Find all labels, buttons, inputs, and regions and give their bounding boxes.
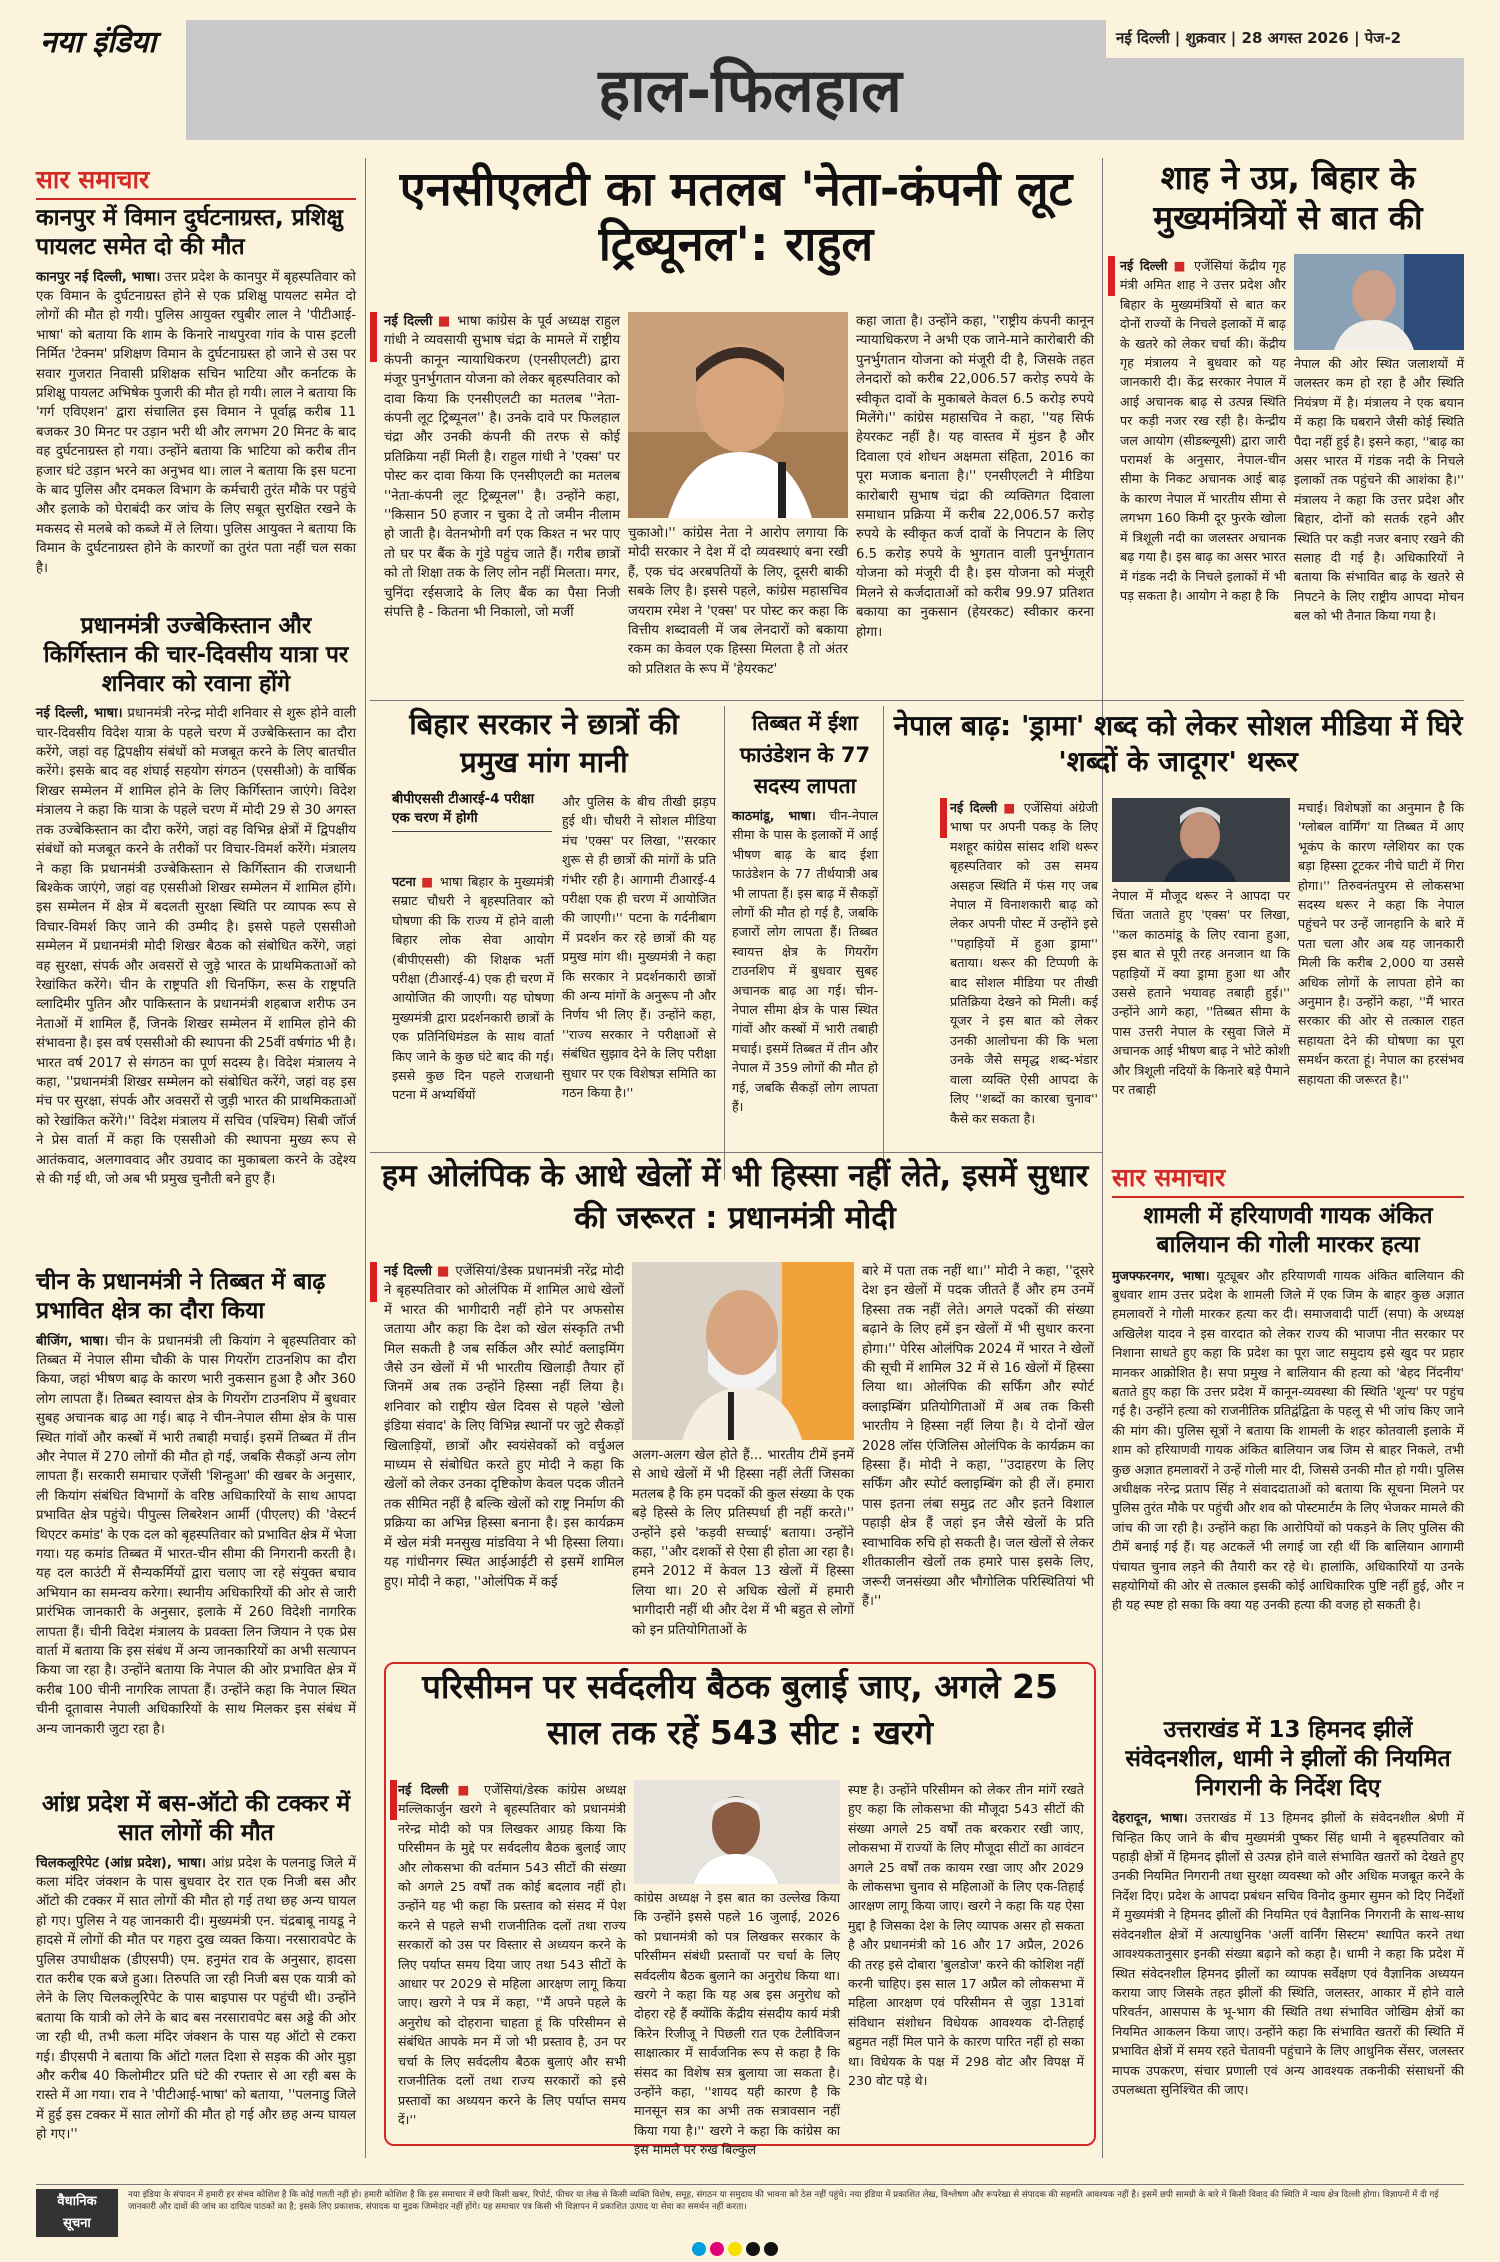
story-text: चीन के प्रधानमंत्री ली कियांग ने बृहस्पतिवार को तिब्बत में नेपाल सीमा चौकी के पास गियरोंग टाउनशिप का दौरा किया, जहां भीषण बाढ़ के कारण भारी नुकसान हुआ है और 360 लोग लापता हैं। तिब्बत स्वायत्त क्षेत्र के गियरोंग टाउनशिप में बुधवार सुबह अचानक बाढ़ आ गई। बाढ़ ने चीन-नेपाल सीमा क्षेत्र के पास स्थित गांवों और कस्बों में भारी तबाही मचाई। इसमें तिब्बत में तीन और नेपाल में 270 लोगों की मौत हो गई, जबकि सैकड़ों अन्य लोग लापता हैं। सरकारी समाचार एजेंसी 'शिन्हुआ' की खबर के अनुसार, ली कियांग संबंधित विभागों के वरिष्ठ अधिकारियों के साथ आपदा प्रभावित क्षेत्र पहुंचे। पीपुल्स लिबरेशन आर्मी (पीएलए) की 'वेस्टर्न थिएटर कमांड' के एक दल को बृहस्पतिवार को प्रभावित क्षेत्र में भेजा गया। यह कमांड तिब्बत में भारत-चीन सीमा की निगरानी करती है। यह दल काउंटी में सैन्यकर्मियों द्वारा चलाए जा रहे संयुक्त बचाव अभियान का समन्वय करेगा। स्थानीय अधिकारियों की ओर से जारी प्रारंभिक जानकारी के अनुसार, इलाके में 260 विदेशी नागरिक लापता हैं। चीनी विदेश मंत्रालय के प्रवक्ता लिन जियान ने एक प्रेस वार्ता में बताया कि इस संबंध में अन्य जानकारियों का अभी सत्यापन किया जा रहा है। उन्होंने बताया कि नेपाल की ओर प्रभावित क्षेत्र में करीब 100 चीनी नागरिक लापता हैं। उन्होंने कहा कि नेपाल स्थित चीनी दूतावास नेपाली अधिकारियों के साथ मिलकर इस संबंध में अन्य जानकारी जुटा रहा है। <box>36 1333 356 1737</box>
story-body: नई दिल्ली ■ एजेंसियां केंद्रीय गृह मंत्री अमित शाह ने उत्तर प्रदेश और बिहार के मुख्यमंत्रियों से बात कर दोनों राज्यों के निचले इलाकों में बाढ़ के खतरे को लेकर चर्चा की। केंद्रीय गृह मंत्रालय ने बुधवार को यह जानकारी दी। केंद्र सरकार नेपाल में आई अचानक बाढ़ से उत्पन्न स्थिति पर कड़ी नजर रख रही है। केन्द्रीय जल आयोग (सीडब्ल्यूसी) द्वारा जारी परामर्श के अनुसार, नेपाल-चीन सीमा के निकट अचानक आई बाढ़ के कारण नेपाल में भारतीय सीमा से लगभग 160 किमी दूर फुरके खोला में त्रिशूली नदी का जलस्तर अचानक बढ़ गया है। इस बाढ़ का असर भारत में गंडक नदी के निचले इलाकों में भी पड़ सकता है। आयोग ने कहा है कि <box>1120 258 1286 603</box>
story-dateline: नई दिल्ली <box>384 1264 432 1279</box>
story-headline: शामली में हरियाणवी गायक अंकित बालियान की गोली मारकर हत्या <box>1143 1203 1433 1258</box>
story-text: बिहार के मुख्यमंत्री सम्राट चौधरी ने बृहस्पतिवार को घोषणा की कि राज्य में होने वाली बिहार लोक सेवा आयोग (बीपीएससी) की शिक्षक भर्ती परीक्षा (टीआरई-4) एक ही चरण में आयोजित की जाएगी। यह घोषणा मुख्यमंत्री द्वारा प्रदर्शनकारी छात्रों के एक प्रतिनिधिमंडल के साथ वार्ता किए जाने के कुछ घंटे बाद की गई। इससे कुछ दिन पहले राजधानी पटना में अभ्यर्थियों <box>392 874 554 1103</box>
story-dateline: नई दिल्ली <box>950 800 998 815</box>
modi-photo <box>632 1262 854 1440</box>
lead-col-1 <box>384 312 620 694</box>
shah-col-2 <box>1294 354 1464 694</box>
olympic-col-1 <box>384 1262 624 1650</box>
story-kanpur <box>36 204 356 658</box>
story-source: एजेंसियां/डेस्क <box>484 1782 549 1797</box>
accent-bar <box>1108 256 1115 296</box>
story-body: नेपाल में मौजूद थरूर ने आपदा पर चिंता जताते हुए 'एक्स' पर लिखा, ''कल काठमांडू के लिए रवाना हुआ, इस बात से पूरी तरह अनजान था कि पहाड़ियों में क्या ड्रामा हुआ था और उससे हताने भयावह तबाही हुई।'' उन्होंने आगे कहा, ''तिब्बत सीमा के पास उत्तरी नेपाल के रसुवा जिले में अचानक आई भीषण बाढ़ ने भोटे कोशी और त्रिशूली नदियों के किनारे बड़े पैमाने पर तबाही <box>1112 888 1290 1098</box>
label-part-a: सार <box>1112 1163 1146 1192</box>
section-label <box>36 162 356 200</box>
story-china-pm <box>36 1268 356 1808</box>
tibet-body <box>732 806 878 1178</box>
story-text: केंद्रीय गृह मंत्री अमित शाह ने उत्तर प्रदेश और बिहार के मुख्यमंत्रियों से बात कर दोनों राज्यों के निचले इलाकों में बाढ़ के खतरे को लेकर चर्चा की। केंद्रीय गृह मंत्रालय ने बुधवार को यह जानकारी दी। केंद्र सरकार नेपाल में आई अचानक बाढ़ से उत्पन्न स्थिति पर कड़ी नजर रख रही है। केन्द्रीय जल आयोग (सीडब्ल्यूसी) द्वारा जारी परामर्श के अनुसार, नेपाल-चीन सीमा के निकट अचानक आई बाढ़ के कारण नेपाल में भारतीय सीमा से लगभग 160 किमी दूर फुरके खोला में त्रिशूली नदी का जलस्तर अचानक बढ़ गया है। इस बाढ़ का असर भारत में गंडक नदी के निचले इलाकों में भी पड़ सकता है। आयोग ने कहा है कि <box>1120 258 1286 603</box>
delimitation-col-2 <box>634 1888 840 2158</box>
delimitation-headline: परिसीमन पर सर्वदलीय बैठक बुलाई जाए, अगले 25 साल तक रहें 543 सीट : खरगे <box>422 1667 1058 1752</box>
story-dateline: नई दिल्ली <box>1120 258 1168 273</box>
nepal-headline: नेपाल बाढ़: 'ड्रामा' शब्द को लेकर सोशल मीडिया में घिरे 'शब्दों के जादूगर' थरूर <box>893 709 1463 779</box>
nepal-col-1 <box>950 798 1098 1178</box>
column-rule <box>1102 158 1103 1158</box>
label-part-b: समाचार <box>1154 1163 1226 1192</box>
masthead <box>36 18 1464 140</box>
olympic-headline: हम ओलंपिक के आधे खेलों में भी हिस्सा नहीं लेते, इसमें सुधार की जरूरत : प्रधानमंत्री मोदी <box>381 1158 1089 1236</box>
story-source: भाषा <box>439 874 463 889</box>
story-dateline: नई दिल्ली, भाषा। <box>36 706 123 722</box>
story-body: नई दिल्ली ■ भाषा कांग्रेस के पूर्व अध्यक्ष राहुल गांधी ने व्यवसायी सुभाष चंद्रा के मामले में राष्ट्रीय कंपनी कानून न्यायाधिकरण (एनसीएलटी) द्वारा मंजूर पुनर्भुगतान योजना को लेकर बृहस्पतिवार को दावा किया कि एनसीएलटी का मतलब ''नेता-कंपनी लूट ट्रिब्यूनल'' है। उनके दावे पर फिलहाल चंद्रा और उनकी कंपनी की तरफ से कोई प्रतिक्रिया नहीं मिली है। राहुल गांधी ने 'एक्स' पर पोस्ट कर दावा किया कि एनसीएलटी का मतलब ''नेता-कंपनी लूट ट्रिब्यूनल'' है। उन्होंने कहा, ''किसान 50 हजार न चुका दे तो जमीन नीलाम हो जाती है। वेतनभोगी वर्ग एक किश्त न भर पाए तो घर पर बैंक के गुंडे पहुंच जाते हैं। गरीब छात्रों को तो शिक्षा तक के लिए लोन नहीं मिलता। मगर, चुनिंदा रईसजादे के लिए बैंक का पैसा निजी संपत्ति है - कितना भी निकालो, जो मर्जी <box>384 314 620 621</box>
story-ankit-baliyan <box>1112 1202 1464 1686</box>
story-body <box>1112 1266 1464 1686</box>
delimitation-col-1 <box>398 1780 626 2136</box>
amit-shah-photo <box>1294 254 1464 350</box>
story-dateline: बीजिंग, भाषा। <box>36 1333 109 1349</box>
lead-headline: एनसीएलटी का मतलब 'नेता-कंपनी लूट ट्रिब्यूनल': राहुल <box>399 162 1073 273</box>
notice-text: नया इंडिया के संपादन में हमारी हर संभव कोशिश है कि कोई गलती नहीं हो। हमारी कोशिश है कि इस समाचार में छपी किसी खबर, रिपोर्ट, फीचर या लेख से किसी व्यक्ति विशेष, समूह, संगठन या समुदाय की भावना को ठेस नहीं पहुंचे। नया इंडिया में प्रकाशित लेख, विश्लेषण और रूपरेखा से संपादक की सहमति आवश्यक नहीं है। इसमें छपी सामग्री के बारे में किसी विवाद की स्थिति में न्याय क्षेत्र दिल्ली होगा। विज्ञापनों में दी गई जानकारी और दावों की जांच का दायित्व पाठकों का है; इसके लिए प्रकाशक, संपादक या मुद्रक जिम्मेदार नहीं होंगे। यह समाचार पत्र किसी भी विज्ञापन में प्रकाशित उत्पाद या सेवा का समर्थन नहीं करता। <box>128 2190 1439 2212</box>
label-part-b: समाचार <box>78 165 150 194</box>
section-rule <box>370 700 1464 701</box>
story-body <box>36 268 356 658</box>
story-text: कांग्रेस अध्यक्ष मल्लिकार्जुन खरगे ने बृहस्पतिवार को प्रधानमंत्री नरेन्द्र मोदी को पत्र लिखकर आग्रह किया कि परिसीमन के मुद्दे पर सर्वदलीय बैठक बुलाई जाए और लोकसभा की वर्तमान 543 सीटों की संख्या को अगले 25 वर्षों तक कोई बदलाव नहीं हो। उन्होंने यह भी कहा कि प्रस्ताव को संसद में पेश करने से पहले सभी राजनीतिक दलों तथा राज्य सरकारों को उस पर विस्तार से अध्ययन करने के लिए पर्याप्त समय दिया जाए तथा 543 सीटों के आधार पर 2029 से महिला आरक्षण लागू किया जाए। खरगे ने पत्र में कहा, ''मैं अपने पहले के अनुरोध को दोहराना चाहता हूं कि परिसीमन से संबंधित आपके मन में जो भी प्रस्ताव है, उन पर चर्चा के लिए सर्वदलीय बैठक बुलाएं और सभी राजनीतिक दलों तथा राज्य सरकारों को इसे प्रस्तावों का अध्ययन करने के लिए पर्याप्त समय दें।'' <box>398 1782 626 2127</box>
story-body <box>36 1332 356 1808</box>
story-body: नई दिल्ली ■ एजेंसियां/डेस्क कांग्रेस अध्यक्ष मल्लिकार्जुन खरगे ने बृहस्पतिवार को प्रधानमंत्री नरेन्द्र मोदी को पत्र लिखकर आग्रह किया कि परिसीमन के मुद्दे पर सर्वदलीय बैठक बुलाई जाए और लोकसभा की वर्तमान 543 सीटों की संख्या को अगले 25 वर्षों तक कोई बदलाव नहीं हो। उन्होंने यह भी कहा कि प्रस्ताव को संसद में पेश करने से पहले सभी राजनीतिक दलों तथा राज्य सरकारों को उस पर विस्तार से अध्ययन करने के लिए पर्याप्त समय दिया जाए तथा 543 सीटों के आधार पर 2029 से महिला आरक्षण लागू किया जाए। खरगे ने पत्र में कहा, ''मैं अपने पहले के अनुरोध को दोहराना चाहता हूं कि परिसीमन से संबंधित आपके मन में जो भी प्रस्ताव है, उन पर चर्चा के लिए सर्वदलीय बैठक बुलाएं और सभी राजनीतिक दलों तथा राज्य सरकारों को इसे प्रस्तावों का अध्ययन करने के लिए पर्याप्त समय दें।'' <box>398 1782 626 2127</box>
story-body: स्पष्ट है। उन्होंने परिसीमन को लेकर तीन मांगें रखते हुए कहा कि लोकसभा की मौजूदा 543 सीटों की संख्या अगले 25 वर्षों तक बरकरार रखी जाए, लोकसभा में राज्यों के लिए मौजूदा सीटों का आवंटन अगले 25 वर्षों तक कायम रखा जाए और 2029 के लोकसभा चुनाव से महिलाओं के लिए एक-तिहाई आरक्षण लागू किया जाए। खरगे ने कहा कि यह ऐसा मुद्दा है जिसका देश के लिए व्यापक असर हो सकता है और प्रधानमंत्री को 16 और 17 अप्रैल, 2026 की तरह इसे दोबारा 'बुलडोज' करने की कोशिश नहीं करनी चाहिए। इस साल 17 अप्रैल को लोकसभा में महिला आरक्षण एवं परिसीमन से जुड़ा 131वां संविधान संशोधन विधेयक आवश्यक दो-तिहाई बहुमत नहीं मिल पाने के कारण पारित नहीं हो सका था। विधेयक के पक्ष में 298 वोट और विपक्ष में 230 वोट पड़े थे। <box>848 1782 1084 2089</box>
story-body <box>36 1854 356 2144</box>
delimitation-col-3 <box>848 1780 1084 2136</box>
lead-col-2 <box>628 524 848 694</box>
column-rule <box>1102 1148 1103 2158</box>
story-source: एजेंसियां/डेस्क <box>455 1264 523 1279</box>
story-dateline: कानपुर नई दिल्ली, भाषा। <box>36 269 161 285</box>
story-dateline: नई दिल्ली <box>384 314 433 329</box>
section-label <box>1112 1160 1464 1198</box>
lead-col-3 <box>856 312 1094 694</box>
story-body: नई दिल्ली ■ एजेंसियां अंग्रेजी भाषा पर अपनी पकड़ के लिए मशहूर कांग्रेस सांसद शशि थरूर बृहस्पतिवार को उस समय असहज स्थिति में फंस गए जब नेपाल में विनाशकारी बाढ़ को लेकर अपनी पोस्ट में उन्होंने इसे ''पहाड़ियों में हुआ ड्रामा'' बताया। थरूर की टिप्पणी के बाद सोशल मीडिया पर तीखी प्रतिक्रिया देखने को मिली। कई यूजर ने इस बात को लेकर उनकी आलोचना की कि भला उनके जैसे समृद्ध शब्द-भंडार वाला व्यक्ति ऐसी आपदा के लिए ''शब्दों का कारबा चुनाव'' कैसे कर सकता है। <box>950 800 1098 1126</box>
olympic-col-2 <box>632 1446 854 1650</box>
tibet-headline: तिब्बत में ईशा फाउंडेशन के 77 सदस्य लापता <box>739 711 871 798</box>
story-andhra <box>36 1790 356 2144</box>
story-dateline: पटना <box>392 874 416 889</box>
shah-headline: शाह ने उप्र, बिहार के मुख्यमंत्रियों से बात की <box>1153 158 1423 237</box>
story-dateline: मुजफ्फरनगर, भाषा। <box>1112 1267 1210 1283</box>
story-text: यूट्यूबर और हरियाणवी गायक अंकित बालियान की बुधवार शाम उत्तर प्रदेश के शामली जिले में एक जिम के बाहर कुछ अज्ञात हमलावरों ने गोली मारकर हत्या कर दी। समाजवादी पार्टी (सपा) के अध्यक्ष अखिलेश यादव ने इस वारदात को लेकर राज्य की भाजपा नीत सरकार पर निशाना साधते हुए कहा कि प्रदेश का पूरा जाट समुदाय इसे खुद पर प्रहार मानकर आक्रोशित है। सपा प्रमुख ने बालियान की हत्या को 'बेहद निंदनीय' बताते हुए कहा कि उत्तर प्रदेश में कानून-व्यवस्था की स्थिति 'शून्य' पर पहुंच गई है। उन्होंने हत्या को राजनीतिक प्रतिद्वंद्विता के पहलू से भी जांच किए जाने की मांग की। पुलिस सूत्रों ने बताया कि शामली के शहर कोतवाली इलाके में शाम को हरियाणवी गायक अंकित बालियान जब जिम से बाहर निकले, तभी कुछ अज्ञात हमलावरों ने उन्हें गोली मार दी, जिससे उनकी मौत हो गयी। पुलिस अधीक्षक नरेन्द्र प्रताप सिंह ने संवाददाताओं को बताया कि सूचना मिलने पर पुलिस तुरंत मौके पर पहुंची और शव को पोस्टमार्टम के लिए भेजकर मामले की जांच की जा रही है। उन्होंने कहा कि आरोपियों को पकड़ने के लिए पुलिस की टीमें बनाई गई हैं। यह अटकलें भी लगाई जा रही थीं कि बालियान आगामी पंचायत चुनाव लड़ने की तैयारी कर रहे थे। हालांकि, अधिकारियों या उनके सहयोगियों की ओर से तत्काल इसकी कोई आधिकारिक पुष्टि नहीं हुई, और न ही यह स्पष्ट हो सका कि क्या यह उनकी हत्या की वजह हो सकती है। <box>1112 1267 1464 1613</box>
story-uttarakhand <box>1112 1716 1464 2138</box>
story-text: उत्तराखंड में 13 हिमनद झीलों के संवेदनशील श्रेणी में चिन्हित किए जाने के बीच मुख्यमंत्री पुष्कर सिंह धामी ने बृहस्पतिवार को पहाड़ी क्षेत्रों में हिमनद झीलों से उत्पन्न होने वाले संभावित खतरों को देखते हुए उनकी नियमित निगरानी तथा सुरक्षा व्यवस्था को और अधिक मजबूत करने के निर्देश दिए। प्रदेश के आपदा प्रबंधन सचिव विनोद कुमार सुमन को दिए निर्देशों में मुख्यमंत्री ने हिमनद झीलों की नियमित एवं वैज्ञानिक निगरानी के साथ-साथ संवेदनशील क्षेत्रों में अत्याधुनिक 'अर्ली वार्निंग सिस्टम' स्थापित करने तथा आवश्यकतानुसार इनकी संख्या बढ़ाने को कहा है। धामी ने कहा कि प्रदेश में स्थित संवेदनशील हिमनद झीलों का व्यापक सर्वेक्षण एवं वैज्ञानिक अध्ययन कराया जाए जिसके तहत झीलों की स्थिति, जलस्तर, आकार में होने वाले परिवर्तन, आसपास के भू-भाग की स्थिति तथा संभावित जोखिम क्षेत्रों का नियमित आकलन किया जाए। उन्होंने कहा कि संभावित खतरों की स्थिति में प्रभावित क्षेत्रों में समय रहते चेतावनी पहुंचाने के लिए आधुनिक सेंसर, जलस्तर मापक उपकरण, संचार प्रणाली एवं अन्य आवश्यक तकनीकी संसाधनों की उपलब्धता सुनिश्चित की जाए। <box>1112 1810 1465 2097</box>
story-text: अंग्रेजी भाषा पर अपनी पकड़ के लिए मशहूर कांग्रेस सांसद शशि थरूर बृहस्पतिवार को उस समय असहज स्थिति में फंस गए जब नेपाल में विनाशकारी बाढ़ को लेकर अपनी पोस्ट में उन्होंने इसे ''पहाड़ियों में हुआ ड्रामा'' बताया। थरूर की टिप्पणी के बाद सोशल मीडिया पर तीखी प्रतिक्रिया देखने को मिली। कई यूजर ने इस बात को लेकर उनकी आलोचना की कि भला उनके जैसे समृद्ध शब्द-भंडार वाला व्यक्ति ऐसी आपदा के लिए ''शब्दों का कारबा चुनाव'' कैसे कर सकता है। <box>950 800 1098 1126</box>
story-source: एजेंसियां <box>1194 258 1233 273</box>
story-body: पटना ■ भाषा बिहार के मुख्यमंत्री सम्राट चौधरी ने बृहस्पतिवार को घोषणा की कि राज्य में होने वाली बिहार लोक सेवा आयोग (बीपीएससी) की शिक्षक भर्ती परीक्षा (टीआरई-4) एक ही चरण में आयोजित की जाएगी। यह घोषणा मुख्यमंत्री द्वारा प्रदर्शनकारी छात्रों के एक प्रतिनिधिमंडल के साथ वार्ता किए जाने के कुछ घंटे बाद की गई। इससे कुछ दिन पहले राजधानी पटना में अभ्यर्थियों <box>392 874 554 1103</box>
tharoor-photo <box>1112 798 1290 882</box>
story-source: एजेंसियां <box>1023 800 1063 815</box>
story-body: कांग्रेस अध्यक्ष ने इस बात का उल्लेख किया कि उन्होंने इससे पहले 16 जुलाई, 2026 को प्रधानमंत्री को पत्र लिखकर सरकार के परिसीमन संबंधी प्रस्तावों पर चर्चा के लिए सर्वदलीय बैठक बुलाने का अनुरोध किया था। खरगे ने कहा कि यह अब इस अनुरोध को दोहरा रहे हैं क्योंकि केंद्रीय संसदीय कार्य मंत्री किरेन रिजीजू ने पिछली रात एक टेलीविजन साक्षात्कार में सार्वजनिक रूप से कहा है कि संसद का विशेष सत्र बुलाया जा सकता है। उन्होंने कहा, ''शायद यही कारण है कि मानसून सत्र का अभी तक सत्रावसान नहीं किया गया है।'' खरगे ने कहा कि कांग्रेस का इस मामले पर रुख बिल्कुल <box>634 1890 840 2158</box>
notice-label <box>36 2189 118 2237</box>
story-body: और पुलिस के बीच तीखी झड़प हुई थी। चौधरी ने सोशल मीडिया मंच 'एक्स' पर लिखा, ''सरकार शुरू से ही छात्रों की मांगों के प्रति गंभीर रही है। आगामी टीआरई-4 परीक्षा एक ही चरण में आयोजित की जाएगी।'' पटना के गर्दनीबाग में प्रदर्शन कर रहे छात्रों की यह प्रमुख मांग थी। मुख्यमंत्री ने कहा कि सरकार ने प्रदर्शनकारी छात्रों की अन्य मांगों के अनुरूप नौ और निर्णय भी लिए हैं। उन्होंने कहा, ''राज्य सरकार ने परीक्षाओं से संबंधित सुझाव देने के लिए परीक्षा सुधार पर एक विशेषज्ञ समिति का गठन किया है।'' <box>562 794 716 1101</box>
registration-marks <box>690 2240 810 2258</box>
saar-samachar-right <box>1112 1160 1464 1198</box>
rahul-gandhi-photo <box>628 312 848 518</box>
story-text: उत्तर प्रदेश के कानपुर में बृहस्पतिवार को एक विमान के दुर्घटनाग्रस्त होने से एक प्रशिक्षु पायलट समेत दो लोगों की मौत हो गयी। पुलिस आयुक्त रघुबीर लाल ने 'पीटीआई-भाषा' को बताया कि शाम के किनारे नाथपुरवा गांव के पास इटली निर्मित 'टेक्नम' प्रशिक्षण विमान के दुर्घटनाग्रस्त हो जाने से उस पर सवार गुजरात निवासी प्रशिक्षक सचिन भाटिया और कर्नाटक के प्रशिक्षु पायलट अभिषेक पुजारी की मौत हो गयी। लाल ने बताया कि 'गर्ग एविएशन' द्वारा संचालित इस विमान ने पूर्वाह्न करीब 11 बजकर 30 मिनट पर उड़ान भरी थी और लगभग 20 मिनट के बाद वह दुर्घटनाग्रस्त हो गया। उन्होंने बताया कि भाटिया को करीब तीन हजार घंटे उड़ान भरने का अनुभव था। लाल ने बताया कि इस घटना के बाद पुलिस और दमकल विभाग के कर्मचारी तुरंत मौके पर पहुंचे और इलाके को घेराबंदी कर जांच के लिए सबूत सुरक्षित रखने के मकसद से मलबे को कब्जे में ले लिया। पुलिस आयुक्त ने बताया कि विमान के दुर्घटनाग्रस्त होने के कारणों का तुरंत पता नहीं चल सका है। <box>36 269 356 576</box>
story-body <box>36 704 356 1260</box>
page-title: हाल-फिलहाल <box>598 56 902 126</box>
shah-col-1 <box>1120 256 1286 694</box>
story-text: आंध्र प्रदेश के पलनाडु जिले में कला मंदिर जंक्शन के पास बुधवार देर रात एक निजी बस और ऑटो की टक्कर में सात लोगों की मौत हो गई तथा छह अन्य घायल हो गए। पुलिस ने यह जानकारी दी। मुख्यमंत्री एन. चंद्रबाबू नायडू ने हादसे में लोगों की मौत पर गहरा दुख व्यक्त किया। नरसारावपेट के पुलिस उपाधीक्षक (डीएसपी) एम. हनुमंत राव के अनुसार, हादसा रात करीब एक बजे हुआ। तिरुपति जा रही निजी बस एक यात्री को लेने के लिए चिलकलूरिपेट के पास बाइपास पर पहुंची थी। उन्होंने बताया कि यात्री को लेने के बाद बस नरसारावपेट बस अड्डे की ओर जा रही थी, तभी कला मंदिर जंक्शन के पास यह ऑटो से टकरा गई। डीएसपी ने बताया कि ऑटो गलत दिशा से सड़क की ओर मुड़ा और करीब 40 किलोमीटर प्रति घंटे की रफ्तार से आ रही बस के रास्ते में आ गया। राव ने 'पीटीआई-भाषा' को बताया, ''पलनाडु जिले में हुई इस टक्कर में सात लोगों की मौत हो गई और छह अन्य घायल हो गए।'' <box>36 1855 356 2143</box>
nepal-col-3 <box>1298 798 1464 1178</box>
story-pm-visit <box>36 612 356 1260</box>
story-dateline: नई दिल्ली <box>398 1782 449 1797</box>
story-body <box>732 806 878 1178</box>
dateline: नई दिल्ली | शुक्रवार | 28 अगस्त 2026 | पेज-2 <box>1116 29 1402 47</box>
story-dateline: देहरादून, भाषा। <box>1112 1810 1188 1826</box>
story-body <box>1112 1808 1464 2138</box>
story-text: प्रधानमंत्री नरेन्द्र मोदी शनिवार से शुरू होने वाली चार-दिवसीय विदेश यात्रा के पहले चरण में उज्बेकिस्तान का दौरा करेंगे, जहां वह द्विपक्षीय संबंधों को मजबूत करने के लिए बातचीत करेंगे। इसके बाद वह शंघाई सहयोग संगठन (एससीओ) के वार्षिक शिखर सम्मेलन में शामिल होने के लिए किर्गिस्तान जाएंगे। विदेश मंत्रालय ने कहा कि यात्रा के पहले चरण में मोदी 29 से 30 अगस्त तक उज्बेकिस्तान का दौरा करेंगे, जहां वह विभिन्न क्षेत्रों में द्विपक्षीय संबंधों को मजबूत करने के तरीकों पर विचार-विमर्श करेंगे। मंत्रालय ने कहा कि प्रधानमंत्री उज्बेकिस्तान से किर्गिस्तान की राजधानी बिश्केक जाएंगे, जहां वह एससीओ शिखर सम्मेलन में शामिल होंगे। इस सम्मेलन में क्षेत्र में बदलती सुरक्षा स्थिति पर व्यापक रूप से विचार-विमर्श किए जाने की उम्मीद है। इससे पहले एससीओ सम्मेलन में प्रधानमंत्री मोदी शिखर बैठक को संबोधित करेंगे, जहां वह सुरक्षा, संपर्क और अवसरों से जुड़े भारत के प्राथमिकताओं को रेखांकित करेंगे। चीन के राष्ट्रपति शी चिनफिंग, रूस के राष्ट्रपति व्लादिमीर पुतिन और पाकिस्तान के प्रधानमंत्री शहबाज शरीफ उन नेताओं में शामिल हैं, जिनके शिखर सम्मेलन में शामिल होने की संभावना है। इस वर्ष एससीओ की स्थापना की 25वीं वर्षगांठ भी है। भारत वर्ष 2017 से संगठन का पूर्ण सदस्य है। विदेश मंत्रालय ने कहा, ''प्रधानमंत्री शिखर सम्मेलन को संबोधित करेंगे, जहां वह इस मंच पर सुरक्षा, संपर्क और अवसरों से जुड़ी भारत की प्राथमिकताओं को रेखांकित करेंगे।'' विदेश मंत्रालय में सचिव (पश्चिम) सिबी जॉर्ज ने प्रेस वार्ता में कहा कि एससीओ की स्थापना मुख्य रूप से आतंकवाद, अलगाववाद और उग्रवाद का मुकाबला करने के उद्देश्य से की गई थी, जो अब भी प्रमुख चुनौती बने हुए हैं। <box>36 706 356 1187</box>
bihar-col-1 <box>392 872 554 1178</box>
story-headline: चीन के प्रधानमंत्री ने तिब्बत में बाढ़ प्रभावित क्षेत्र का दौरा किया <box>36 1269 326 1324</box>
story-headline: प्रधानमंत्री उज्बेकिस्तान और किर्गिस्तान की चार-दिवसीय यात्रा पर शनिवार को रवाना होंगे <box>43 613 349 697</box>
column-rule <box>365 158 366 2158</box>
story-headline: उत्तराखंड में 13 हिमनद झीलें संवेदनशील, धामी ने झीलों की नियमित निगरानी के निर्देश दिए <box>1125 1717 1451 1801</box>
story-body: नई दिल्ली ■ एजेंसियां/डेस्क प्रधानमंत्री नरेंद्र मोदी ने बृहस्पतिवार को ओलंपिक में शामिल आधे खेलों में भारत की भागीदारी नहीं होने पर अफसोस जताया और कहा कि देश को खेल संस्कृति तभी मिल सकती है जब सर्किल और स्पोर्ट क्लाइमिंग जैसे उन खेलों में भी भारतीय खिलाड़ी तैयार हों जिनमें अब तक उन्होंने हिस्सा नहीं लिया है। शनिवार को राष्ट्रीय खेल दिवस से पहले 'खेलो इंडिया संवाद' के लिए विभिन्न स्थानों पर जुटे सैकड़ों खिलाड़ियों, छात्रों और स्वयंसेवकों को वर्चुअल माध्यम से संबोधित करते हुए मोदी ने कहा कि खेलों को लेकर उनका दृष्टिकोण केवल पदक जीतने तक सीमित नहीं है बल्कि खेलों को राष्ट्र निर्माण की प्रक्रिया का अभिन्न हिस्सा बनाना है। इस कार्यक्रम में खेल मंत्री मनसुख मांडविया ने भी हिस्सा लिया। यह गांधीनगर स्थित आईआईटी से इसमें शामिल हुए। मोदी ने कहा, ''ओलंपिक में कई <box>384 1264 624 1590</box>
story-body: नेपाल की ओर स्थित जलाशयों में जलस्तर कम हो रहा है और स्थिति नियंत्रण में है। मंत्रालय ने एक बयान में कहा कि घबराने जैसी कोई स्थिति पैदा नहीं हुई है। इसने कहा, ''बाढ़ का असर भारत में गंडक नदी के निचले इलाकों तक पहुंचने की आशंका है।'' मंत्रालय ने कहा कि उत्तर प्रदेश और बिहार, दोनों को सतर्क रहने और स्थिति पर कड़ी नजर बनाए रखने की सलाह दी गई है। अधिकारियों ने बताया कि संभावित बाढ़ के खतरे से निपटने के लिए राष्ट्रीय आपदा मोचन बल को भी तैनात किया गया है। <box>1294 356 1464 624</box>
olympic-col-3 <box>862 1262 1094 1650</box>
saar-samachar-left <box>36 162 356 200</box>
story-text: कांग्रेस के पूर्व अध्यक्ष राहुल गांधी ने व्यवसायी सुभाष चंद्रा के मामले में राष्ट्रीय कंपनी कानून न्यायाधिकरण (एनसीएलटी) द्वारा मंजूर पुनर्भुगतान योजना को लेकर बृहस्पतिवार को दावा किया कि एनसीएलटी का मतलब ''नेता-कंपनी लूट ट्रिब्यूनल'' है। उनके दावे पर फिलहाल चंद्रा और उनकी कंपनी की तरफ से कोई प्रतिक्रिया नहीं मिली है। राहुल गांधी ने 'एक्स' पर पोस्ट कर दावा किया कि एनसीएलटी का मतलब ''नेता-कंपनी लूट ट्रिब्यूनल'' है। उन्होंने कहा, ''किसान 50 हजार न चुका दे तो जमीन नीलाम हो जाती है। वेतनभोगी वर्ग एक किश्त न भर पाए तो घर पर बैंक के गुंडे पहुंच जाते हैं। गरीब छात्रों को तो शिक्षा तक के लिए लोन नहीं मिलता। मगर, चुनिंदा रईसजादे के लिए बैंक का पैसा निजी संपत्ति है - कितना भी निकालो, जो मर्जी <box>384 314 620 621</box>
accent-bar <box>370 1262 377 1302</box>
story-body: मचाई। विशेषज्ञों का अनुमान है कि 'ग्लोबल वार्मिंग' या तिब्बत में आए भूकंप के कारण ग्लेशियर का एक बड़ा हिस्सा टूटकर नीचे घाटी में गिरा होगा।'' तिरुवनंतपुरम से लोकसभा सदस्य थरूर ने कहा कि नेपाल पहुंचने पर उन्हें जानहानि के बारे में पता चला और अब यह जानकारी मिली कि करीब 2,000 या उससे अधिक लोगों के लापता होने का अनुमान है। उन्होंने कहा, ''मैं भारत सरकार की ओर से तत्काल राहत सहायता देने की घोषणा का पूरा समर्थन करता हूं। नेपाल का हरसंभव सहायता की जरूरत है।'' <box>1298 800 1464 1087</box>
story-headline: कानपुर में विमान दुर्घटनाग्रस्त, प्रशिक्षु पायलट समेत दो की मौत <box>36 205 343 260</box>
notice-label-a: वैधानिक <box>57 2194 97 2209</box>
section-rule <box>370 1152 1102 1153</box>
story-body: अलग-अलग खेल होते हैं... भारतीय टीमें इनमें से आधे खेलों में भी हिस्सा नहीं लेतीं जिसका मतलब है कि हम पदकों की कुल संख्या के एक बड़े हिस्से के लिए प्रतिस्पर्धा ही नहीं करते।'' उन्होंने इसे 'कड़वी सच्चाई' बताया। उन्होंने कहा, ''और दशकों से ऐसा ही होता आ रहा है। हमने 2012 में केवल 13 खेलों में हिस्सा लिया था। 20 से अधिक खेलों में हमारी भागीदारी नहीं थी और देश में भी बहुत से लोगों को इन प्रतियोगिताओं के <box>632 1448 854 1638</box>
story-body: बारे में पता तक नहीं था।'' मोदी ने कहा, ''दूसरे देश इन खेलों में पदक जीतते हैं और हम उनमें हिस्सा तक नहीं लेते। अगले पदकों की संख्या बढ़ाने के लिए हमें इन खेलों में भी सुधार करना होगा।'' पेरिस ओलंपिक 2024 में भारत ने खेलों की सूची में शामिल 32 में से 16 खेलों में हिस्सा लिया था। ओलंपिक की सर्फिंग और स्पोर्ट क्लाइम्बिंग प्रतियोगिताओं में अब तक किसी भारतीय ने हिस्सा नहीं लिया है। ये दोनों खेल 2028 लॉस एंजिलिस ओलंपिक के कार्यक्रम का हिस्सा हैं। मोदी ने कहा, ''उदाहरण के लिए सर्फिंग और स्पोर्ट क्लाइम्बिंग को ही लें। हमारा पास इतना लंबा समुद्र तट और इतने विशाल पहाड़ी क्षेत्र हैं जहां इन जैसे खेलों के प्रति स्वाभाविक रुचि हो सकती है। जल खेलों से लेकर शीतकालीन खेलों तक हमारे पास इसके लिए, जरूरी जनसंख्या और भौगोलिक परिस्थितियां भी हैं।'' <box>862 1264 1094 1609</box>
bihar-col-2 <box>562 792 716 1178</box>
accent-bar <box>390 1780 397 1820</box>
label-part-a: सार <box>36 165 70 194</box>
story-text: चीन-नेपाल सीमा के पास के इलाकों में आई भीषण बाढ़ के बाद ईशा फाउंडेशन के 77 तीर्थयात्री अब भी लापता हैं। इस बाढ़ में सैकड़ों लोगों की मौत हो गई है, जबकि हजारों लोग लापता हैं। तिब्बत स्वायत्त क्षेत्र के गियरोंग टाउनशिप में बुधवार सुबह अचानक बाढ़ आ गई। चीन-नेपाल सीमा क्षेत्र के पास स्थित गांवों और कस्बों में भारी तबाही मचाई। इसमें तिब्बत में तीन और नेपाल में 359 लोगों की मौत हो गई, जबकि सैकड़ों लोग लापता हैं। <box>732 808 878 1115</box>
story-headline: आंध्र प्रदेश में बस-ऑटो की टक्कर में सात लोगों की मौत <box>41 1791 351 1846</box>
accent-bar <box>370 312 377 362</box>
footer-notice <box>36 2184 1464 2240</box>
bihar-headline: बिहार सरकार ने छात्रों की प्रमुख मांग मानी <box>409 707 679 779</box>
story-dateline: काठमांडू, भाषा। <box>732 808 816 823</box>
story-body: चुकाओ।'' कांग्रेस नेता ने आरोप लगाया कि मोदी सरकार ने देश में दो व्यवस्थाएं बना रखी हैं, एक चंद अरबपतियों के लिए, दूसरी बाकी सबके लिए है। इससे पहले, कांग्रेस महासचिव जयराम रमेश ने 'एक्स' पर पोस्ट कर कहा कि वित्तीय शब्दावली में जब लेनदारों को बकाया रकम का केवल एक हिस्सा मिलता है तो अंतर को प्रतिशत के रूप में 'हेयरकट' <box>628 526 848 677</box>
story-text: प्रधानमंत्री नरेंद्र मोदी ने बृहस्पतिवार को ओलंपिक में शामिल आधे खेलों में भारत की भागीदारी नहीं होने पर अफसोस जताया और कहा कि देश को खेल संस्कृति तभी मिल सकती है जब सर्किल और स्पोर्ट क्लाइमिंग जैसे उन खेलों में भी भारतीय खिलाड़ी तैयार हों जिनमें अब तक उन्होंने हिस्सा नहीं लिया है। शनिवार को राष्ट्रीय खेल दिवस से पहले 'खेलो इंडिया संवाद' के लिए विभिन्न स्थानों पर जुटे सैकड़ों खिलाड़ियों, छात्रों और स्वयंसेवकों को वर्चुअल माध्यम से संबोधित करते हुए मोदी ने कहा कि खेलों को लेकर उनका दृष्टिकोण केवल पदक जीतने तक सीमित नहीं है बल्कि खेलों को राष्ट्र निर्माण की प्रक्रिया का अभिन्न हिस्सा बनाना है। इस कार्यक्रम में खेल मंत्री मनसुख मांडविया ने भी हिस्सा लिया। यह गांधीनगर स्थित आईआईटी से इसमें शामिल हुए। मोदी ने कहा, ''ओलंपिक में कई <box>384 1264 624 1590</box>
nepal-col-2 <box>1112 886 1290 1178</box>
story-dateline: चिलकलूरिपेट (आंध्र प्रदेश), भाषा। <box>36 1855 207 1871</box>
accent-bar <box>940 798 947 838</box>
story-body: कहा जाता है। उन्होंने कहा, ''राष्ट्रीय कंपनी कानून न्यायाधिकरण ने अभी एक जाने-माने कारोबारी की पुनर्भुगतान योजना को मंजूरी दी है, जिसके तहत लेनदारों को करीब 22,006.57 करोड़ रुपये के स्वीकृत दावों के मुकाबले केवल 6.5 करोड़ रुपये मिलेंगे।'' कांग्रेस महासचिव ने कहा, ''यह सिर्फ हेयरकट नहीं है। यह वास्तव में मुंडन है और दिवाला एवं शोधन अक्षमता संहिता, 2016 का पूरा मजाक बनाता है।'' एनसीएलटी ने मीडिया कारोबारी सुभाष चंद्रा की व्यक्तिगत दिवाला समाधान प्रक्रिया में करीब 22,006.57 करोड़ रुपये के स्वीकृत कर्ज दावों के निपटान के लिए 6.5 करोड़ रुपये के भुगतान वाली पुनर्भुगतान योजना को मंजूरी दी है। इस योजना को मंजूरी मिलने से कर्जदाताओं को करीब 99.97 प्रतिशत बकाया का नुकसान (हेयरकट) स्वीकार करना होगा। <box>856 314 1094 640</box>
brand-logo: नया इंडिया <box>40 25 156 60</box>
notice-label-b: सूचना <box>63 2216 91 2231</box>
kharge-photo <box>634 1780 840 1884</box>
story-source: भाषा <box>457 314 481 329</box>
bihar-subhead: बीपीएससी टीआरई-4 परीक्षा एक चरण में होगी <box>392 790 552 832</box>
